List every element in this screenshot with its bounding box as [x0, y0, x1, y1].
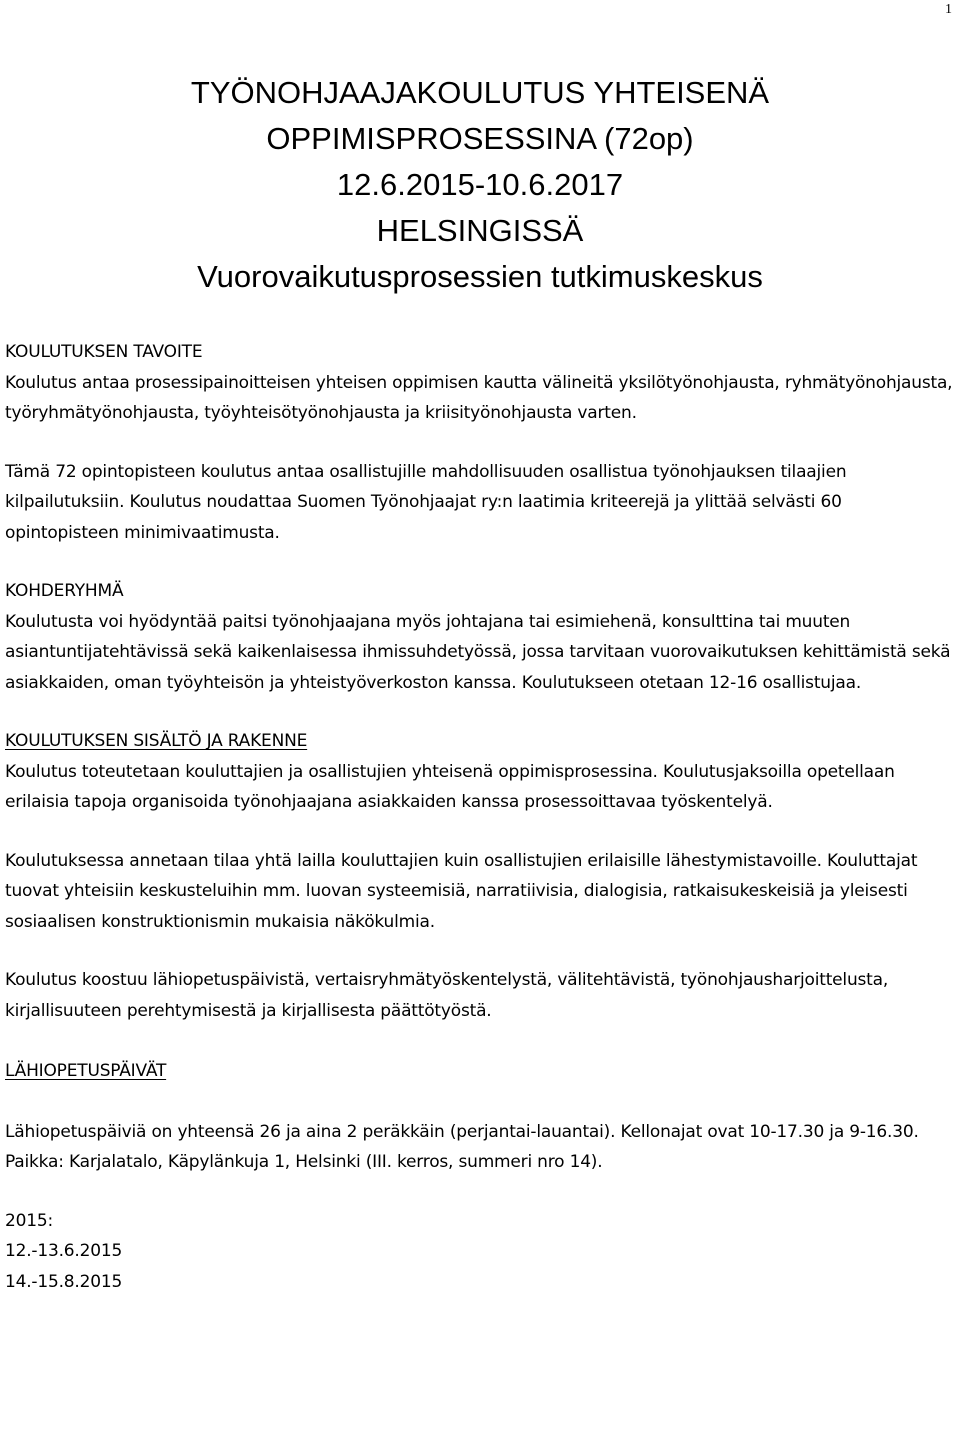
tavoite-paragraph-2: Tämä 72 opintopisteen koulutus antaa osallistujille mahdollisuuden osallistua työnohjauksen tilaajien kilpailutuksiin. Koulutus noudattaa Suomen Työnohjaajat ry:n laatimia kriteerejä ja ylittää selvästi 60 opintopisteen minimivaatimusta.: [5, 461, 847, 543]
sisalto-paragraph-1: Koulutus toteutetaan kouluttajien ja osallistujien yhteisenä oppimisprosessina. Koulutusjaksoilla opetellaan erilaisia tapoja organisoida työnohjaajana asiakkaiden kanssa prosessoittavaa työskentelyä.: [5, 761, 895, 812]
year-label: 2015:: [5, 1210, 53, 1231]
document-title: [0, 70, 960, 300]
date-item: 14.-15.8.2015: [5, 1271, 123, 1292]
kohderyhma-heading: KOHDERYHMÄ: [5, 581, 124, 601]
tavoite-paragraph-1: Koulutus antaa prosessipainoitteisen yhteisen oppimisen kautta välineitä yksilötyönohjausta, ryhmätyönohjausta, työryhmätyönohjausta, työyhteisötyönohjausta ja kriisityönohjausta varten.: [5, 372, 953, 423]
title-line-2: OPPIMISPROSESSINA (72op): [266, 121, 694, 156]
lahiopetus-paragraph: Lähiopetuspäiviä on yhteensä 26 ja aina 2 peräkkäin (perjantai-lauantai). Kellonajat ovat 10-17.30 ja 9-16.30. Paikka: Karjalatalo, Käpylänkuja 1, Helsinki (III. kerros, summeri nro 14).: [5, 1121, 919, 1172]
title-line-5: Vuorovaikutusprosessien tutkimuskeskus: [197, 259, 763, 294]
document-body: [5, 337, 955, 1297]
sisalto-paragraph-2: Koulutuksessa annetaan tilaa yhtä lailla kouluttajien kuin osallistujien erilaisille lähestymistavoille. Kouluttajat tuovat yhteisiin keskusteluihin mm. luovan systeemisiä, narratiivisia, dialogisia, ratkaisukeskeisiä ja yleisesti sosiaalisen konstruktionismin mukaisia näkökulmia.: [5, 850, 918, 932]
kohderyhma-paragraph: Koulutusta voi hyödyntää paitsi työnohjaajana myös johtajana tai esimiehenä, konsulttina tai muuten asiantuntijatehtävissä sekä kaikenlaisessa ihmissuhdetyössä, jossa tarvitaan vuorovaikutuksen kehittämistä sekä asiakkaiden, oman työyhteisön ja yhteistyöverkoston kanssa. Koulutukseen otetaan 12-16 osallistujaa.: [5, 611, 951, 693]
title-line-4: HELSINGISSÄ: [376, 213, 584, 248]
sisalto-heading: KOULUTUKSEN SISÄLTÖ JA RAKENNE: [5, 731, 308, 751]
section-lahiopetus: [5, 1056, 955, 1297]
date-item: 12.-13.6.2015: [5, 1241, 123, 1261]
section-tavoite: [5, 337, 955, 548]
date-list: [5, 1206, 955, 1298]
section-kohderyhma: [5, 576, 955, 698]
sisalto-paragraph-3: Koulutus koostuu lähiopetuspäivistä, vertaisryhmätyöskentelystä, välitehtävistä, työnohjausharjoittelusta, kirjallisuuteen perehtymisestä ja kirjallisesta päättötyöstä.: [5, 970, 889, 1021]
page-number: 1: [945, 2, 952, 17]
title-line-1: TYÖNOHJAAJAKOULUTUS YHTEISENÄ: [190, 75, 770, 110]
section-sisalto: [5, 726, 955, 1026]
lahiopetus-heading: LÄHIOPETUSPÄIVÄT: [5, 1061, 167, 1081]
tavoite-heading: KOULUTUKSEN TAVOITE: [5, 342, 203, 362]
title-line-3: 12.6.2015-10.6.2017: [336, 167, 624, 202]
